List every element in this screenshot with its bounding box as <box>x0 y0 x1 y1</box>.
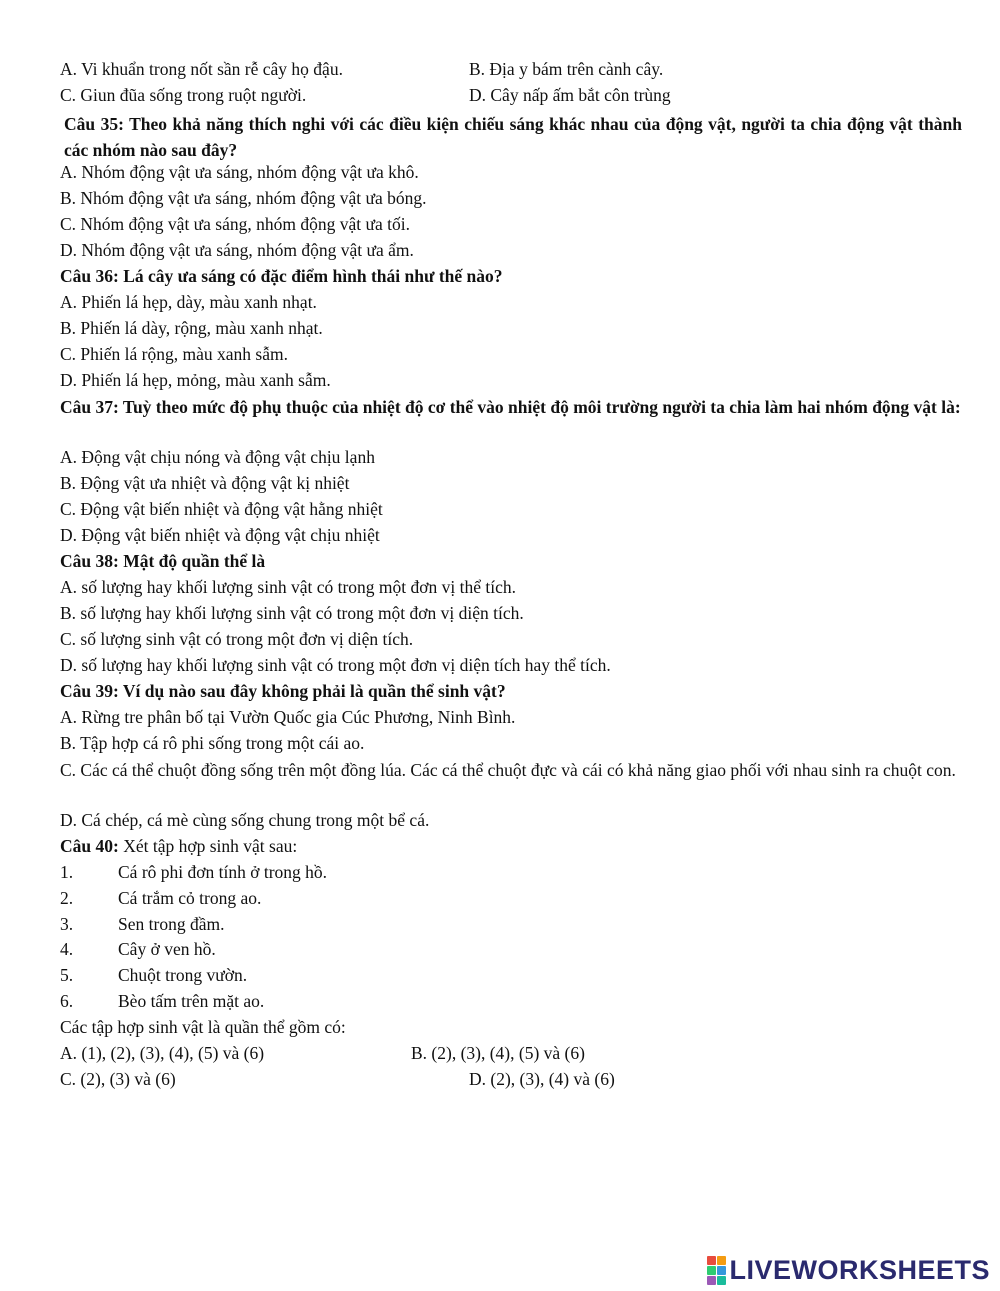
liveworksheets-logo <box>707 1255 990 1285</box>
q38-option-a: A. số lượng hay khối lượng sinh vật có trong một đơn vị thể tích. <box>60 577 516 597</box>
logo-block <box>707 1276 716 1285</box>
q40-question <box>60 835 297 857</box>
q36-option-c: C. Phiến lá rộng, màu xanh sẫm. <box>60 344 288 364</box>
q35-option-d: D. Nhóm động vật ưa sáng, nhóm động vật ưa ẩm. <box>60 240 414 260</box>
q36-option-a: A. Phiến lá hẹp, dày, màu xanh nhạt. <box>60 292 317 312</box>
q40-item-text: Cây ở ven hồ. <box>118 939 216 959</box>
q39-option-a: A. Rừng tre phân bố tại Vườn Quốc gia Cúc Phương, Ninh Bình. <box>60 707 516 727</box>
q40-item-text: Sen trong đầm. <box>118 914 225 934</box>
q40-item-num: 3. <box>60 914 74 934</box>
logo-block <box>717 1266 726 1275</box>
liveworksheets-logo-text: LIVEWORKSHEETS <box>729 1254 990 1285</box>
liveworksheets-logo-icon <box>707 1256 726 1285</box>
q40-option-b: B. (2), (3), (4), (5) và (6) <box>411 1043 585 1063</box>
q38-option-d: D. số lượng hay khối lượng sinh vật có trong một đơn vị diện tích hay thể tích. <box>60 655 611 675</box>
q36-question: Câu 36: Lá cây ưa sáng có đặc điểm hình thái như thế nào? <box>60 266 503 286</box>
q40-label: Câu 40: <box>60 836 119 856</box>
logo-block <box>717 1276 726 1285</box>
q40-item-num: 5. <box>60 965 74 985</box>
q37-option-b: B. Động vật ưa nhiệt và động vật kị nhiệt <box>60 473 350 493</box>
q40-item-num: 4. <box>60 939 74 959</box>
q40-option-c: C. (2), (3) và (6) <box>60 1069 176 1089</box>
q40-option-d: D. (2), (3), (4) và (6) <box>469 1069 615 1089</box>
q36-option-b: B. Phiến lá dày, rộng, màu xanh nhạt. <box>60 318 323 338</box>
q40-item-text: Cá trắm cỏ trong ao. <box>118 888 262 908</box>
q37-option-c: C. Động vật biến nhiệt và động vật hằng nhiệt <box>60 499 383 519</box>
q37-option-a: A. Động vật chịu nóng và động vật chịu lạnh <box>60 447 375 467</box>
logo-block <box>707 1266 716 1275</box>
q35-question: Câu 35: Theo khả năng thích nghi với các điều kiện chiếu sáng khác nhau của động vật, người ta chia động vật thành các nhóm nào sau đây? <box>64 114 962 160</box>
logo-block <box>707 1256 716 1265</box>
q37-option-d: D. Động vật biến nhiệt và động vật chịu nhiệt <box>60 525 380 545</box>
q40-item-num: 1. <box>60 862 74 882</box>
q34-option-c: C. Giun đũa sống trong ruột người. <box>60 85 307 105</box>
q40-text: Xét tập hợp sinh vật sau: <box>118 836 298 856</box>
q40-item-num: 2. <box>60 888 74 908</box>
q40-item-num: 6. <box>60 991 74 1011</box>
q34-option-b: B. Địa y bám trên cành cây. <box>469 59 664 79</box>
q37-question: Câu 37: Tuỳ theo mức độ phụ thuộc của nhiệt độ cơ thể vào nhiệt độ môi trường người ta chia làm hai nhóm động vật là: <box>60 397 961 417</box>
q40-item-text: Bèo tấm trên mặt ao. <box>118 991 265 1011</box>
q39-option-b: B. Tập hợp cá rô phi sống trong một cái ao. <box>60 733 365 753</box>
q40-prompt: Các tập hợp sinh vật là quần thể gồm có: <box>60 1017 346 1037</box>
q35-option-c: C. Nhóm động vật ưa sáng, nhóm động vật ưa tối. <box>60 214 410 234</box>
q38-option-b: B. số lượng hay khối lượng sinh vật có trong một đơn vị diện tích. <box>60 603 524 623</box>
q39-option-c: C. Các cá thể chuột đồng sống trên một đồng lúa. Các cá thể chuột đực và cái có khả năng giao phối với nhau sinh ra chuột con. <box>60 760 956 780</box>
q34-option-a: A. Vi khuẩn trong nốt sần rễ cây họ đậu. <box>60 59 343 79</box>
q40-item-text: Chuột trong vườn. <box>118 965 248 985</box>
q34-option-d: D. Cây nấp ấm bắt côn trùng <box>469 85 671 105</box>
q39-option-d: D. Cá chép, cá mè cùng sống chung trong một bể cá. <box>60 810 430 830</box>
logo-block <box>717 1256 726 1265</box>
q38-question: Câu 38: Mật độ quần thể là <box>60 551 266 571</box>
q35-option-b: B. Nhóm động vật ưa sáng, nhóm động vật ưa bóng. <box>60 188 427 208</box>
q35-option-a: A. Nhóm động vật ưa sáng, nhóm động vật ưa khô. <box>60 162 419 182</box>
q38-option-c: C. số lượng sinh vật có trong một đơn vị diện tích. <box>60 629 414 649</box>
q40-item-text: Cá rô phi đơn tính ở trong hồ. <box>118 862 328 882</box>
q36-option-d: D. Phiến lá hẹp, mỏng, màu xanh sẫm. <box>60 370 331 390</box>
q39-question: Câu 39: Ví dụ nào sau đây không phải là quần thể sinh vật? <box>60 681 506 701</box>
q40-option-a: A. (1), (2), (3), (4), (5) và (6) <box>60 1043 265 1063</box>
